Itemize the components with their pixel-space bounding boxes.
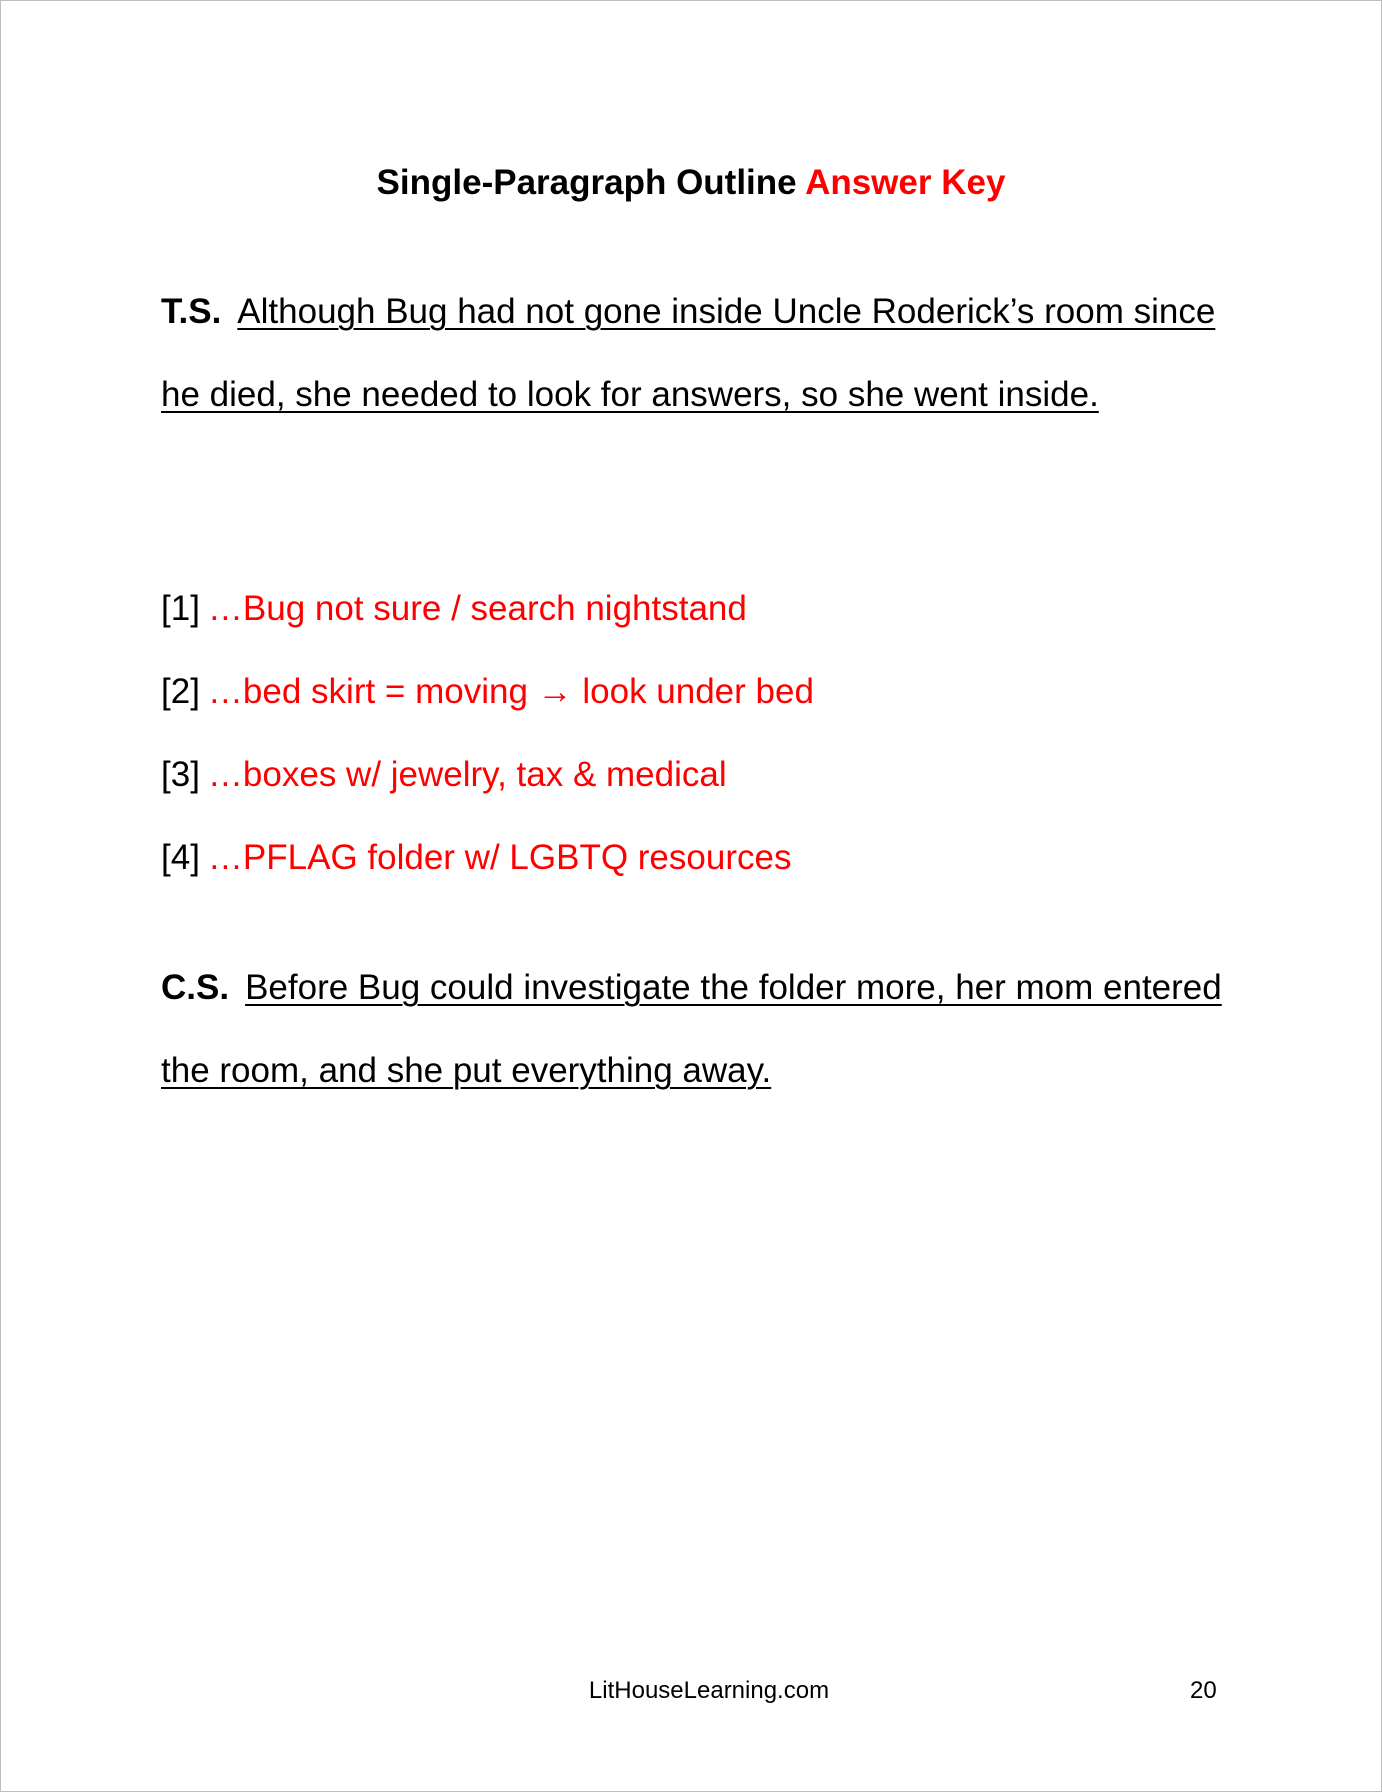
concluding-sentence-label: C.S. — [161, 968, 230, 1007]
page-number: 20 — [1190, 1677, 1217, 1704]
topic-sentence-label: T.S. — [161, 292, 222, 331]
concluding-sentence-text: Before Bug could investigate the folder more, her mom entered the room, and she put everything away. — [161, 968, 1222, 1090]
list-item — [161, 660, 814, 743]
point-text: …Bug not sure / search nightstand — [207, 589, 747, 628]
topic-sentence-text: Although Bug had not gone inside Uncle Roderick’s room since he died, she needed to look for answers, so she went inside. — [161, 292, 1216, 414]
point-number: [2] — [161, 672, 200, 711]
list-item — [161, 743, 814, 826]
list-item — [161, 826, 814, 909]
title-main: Single-Paragraph Outline — [376, 163, 797, 202]
point-number: [3] — [161, 755, 200, 794]
outline-points — [161, 577, 814, 909]
point-number: [1] — [161, 589, 200, 628]
point-text: …boxes w/ jewelry, tax & medical — [207, 755, 727, 794]
point-number: [4] — [161, 838, 200, 877]
title-answer-key: Answer Key — [805, 163, 1006, 202]
point-text: …bed skirt = moving → look under bed — [207, 672, 814, 711]
point-text: …PFLAG folder w/ LGBTQ resources — [207, 838, 792, 877]
page-title — [0, 163, 1382, 203]
footer-website: LitHouseLearning.com — [588, 1677, 830, 1704]
topic-sentence — [161, 270, 1241, 436]
concluding-sentence — [161, 946, 1241, 1112]
list-item — [161, 577, 814, 660]
